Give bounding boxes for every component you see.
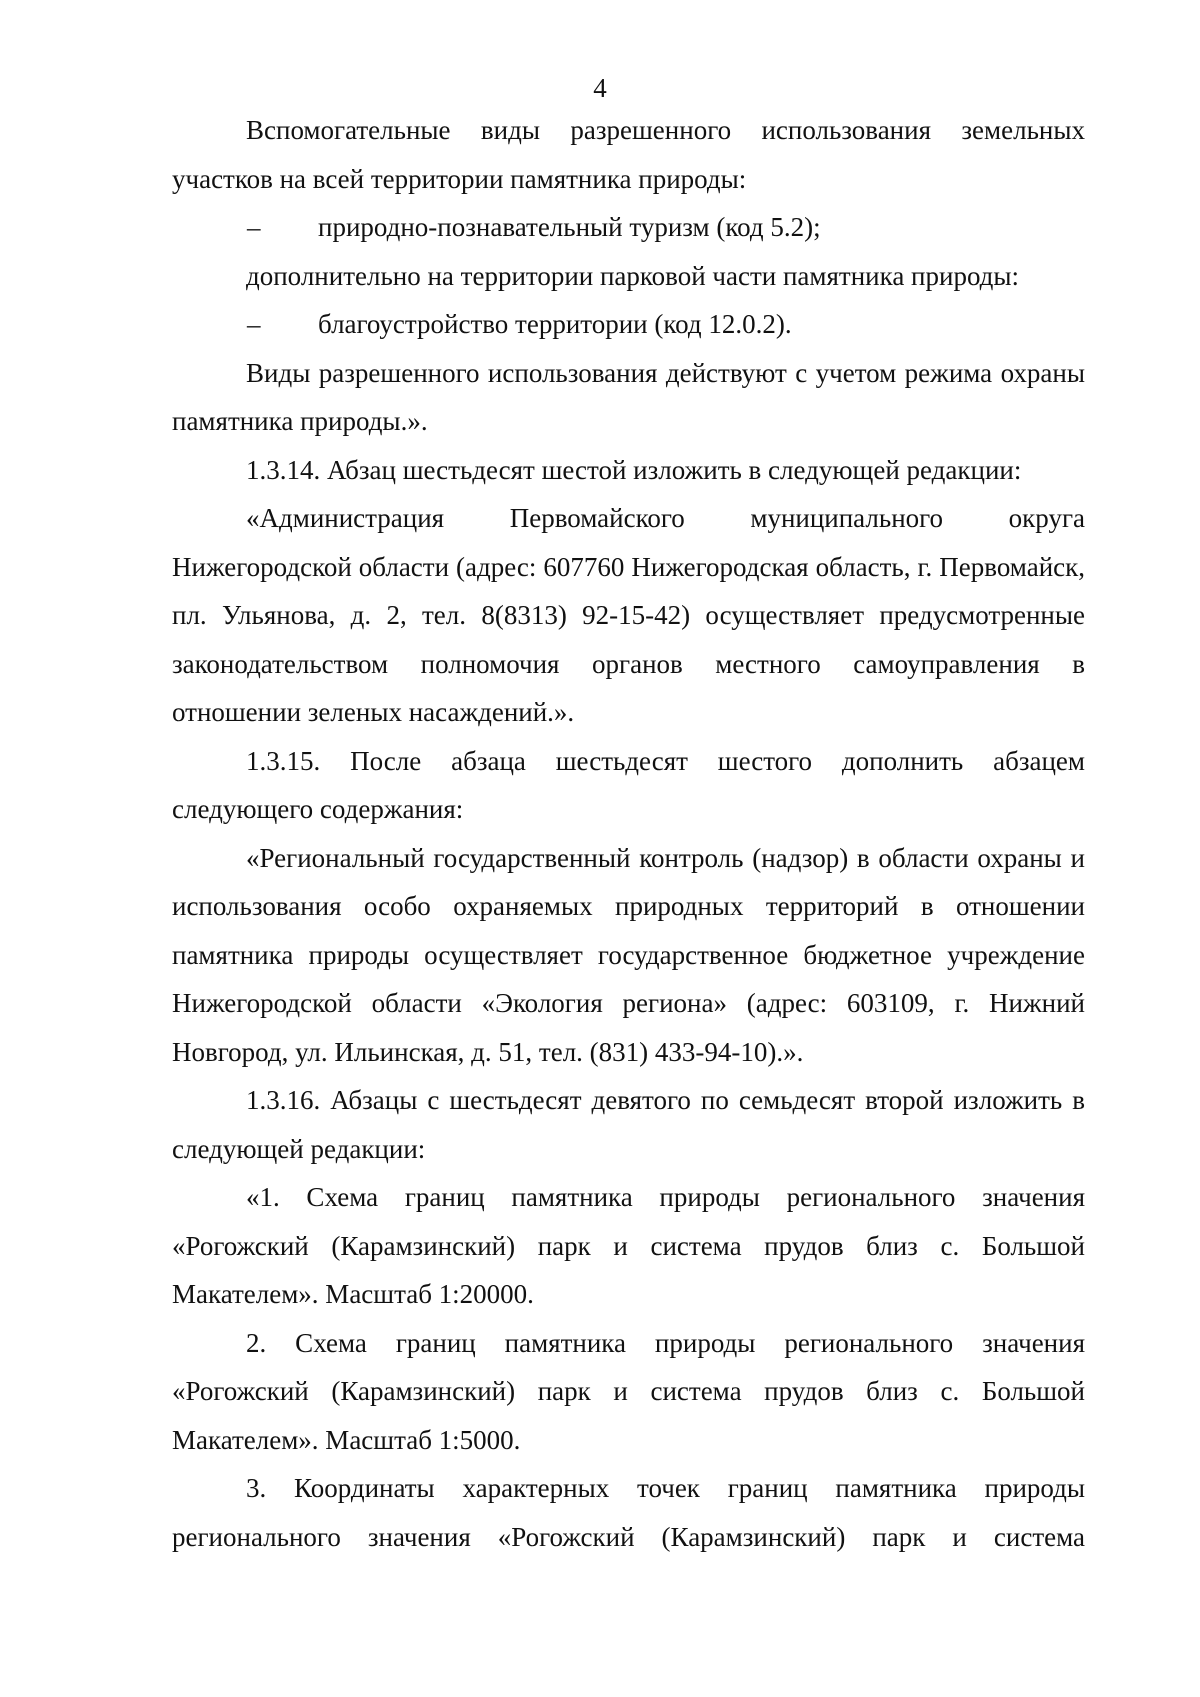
paragraph-uses-regime: Виды разрешенного использования действуют с учетом режима охраны памятника природы.». — [172, 357, 1085, 436]
list-item — [172, 300, 1085, 349]
paragraph-1-3-16: 1.3.16. Абзацы с шестьдесят девятого по семьдесят второй изложить в следующей редакции: — [172, 1085, 1085, 1164]
paragraph-scheme-2: 2. Схема границ памятника природы регионального значения «Рогожский (Карамзинский) парк и система прудов близ с. Большой Макателем». Масштаб 1:5000. — [172, 1327, 1085, 1455]
paragraph-1-3-14: 1.3.14. Абзац шестьдесят шестой изложить в следующей редакции: — [246, 454, 1022, 485]
list-item — [172, 203, 1085, 252]
paragraph-administration: «Администрация Первомайского муниципального округа Нижегородской области (адрес: 607760 Нижегородская область, г. Первомайск, пл. Ульянова, д. 2, тел. 8(8313) 92-15-42) осуществляет предусмотренные законодательством полномочия органов местного самоуправления в отношении зеленых насаждений.». — [172, 503, 1085, 727]
paragraph-park-part: дополнительно на территории парковой части памятника природы: — [246, 260, 1020, 291]
document-body — [172, 106, 1085, 1561]
list-item-text: благоустройство территории (код 12.0.2). — [318, 309, 792, 339]
page-number: 4 — [593, 73, 607, 103]
paragraph-auxiliary-uses: Вспомогательные виды разрешенного использования земельных участков на всей территории памятника природы: — [172, 115, 1085, 194]
list-item-text: природно-познавательный туризм (код 5.2); — [318, 212, 821, 242]
paragraph-coordinates-3: 3. Координаты характерных точек границ памятника природы регионального значения «Рогожский (Карамзинский) парк и система — [172, 1473, 1085, 1552]
paragraph-scheme-1: «1. Схема границ памятника природы регионального значения «Рогожский (Карамзинский) парк и система прудов близ с. Большой Макателем». Масштаб 1:20000. — [172, 1182, 1085, 1309]
paragraph-1-3-15: 1.3.15. После абзаца шестьдесят шестого дополнить абзацем следующего содержания: — [172, 745, 1085, 824]
dash-marker: – — [247, 309, 261, 339]
dash-marker: – — [247, 212, 261, 242]
paragraph-regional-control: «Региональный государственный контроль (надзор) в области охраны и использования особо охраняемых природных территорий в отношении памятника природы осуществляет государственное бюджетное учреждение Нижегородской области «Экология региона» (адрес: 603109, г. Нижний Новгород, ул. Ильинская, д. 51, тел. (831) 433-94-10).». — [172, 842, 1085, 1067]
